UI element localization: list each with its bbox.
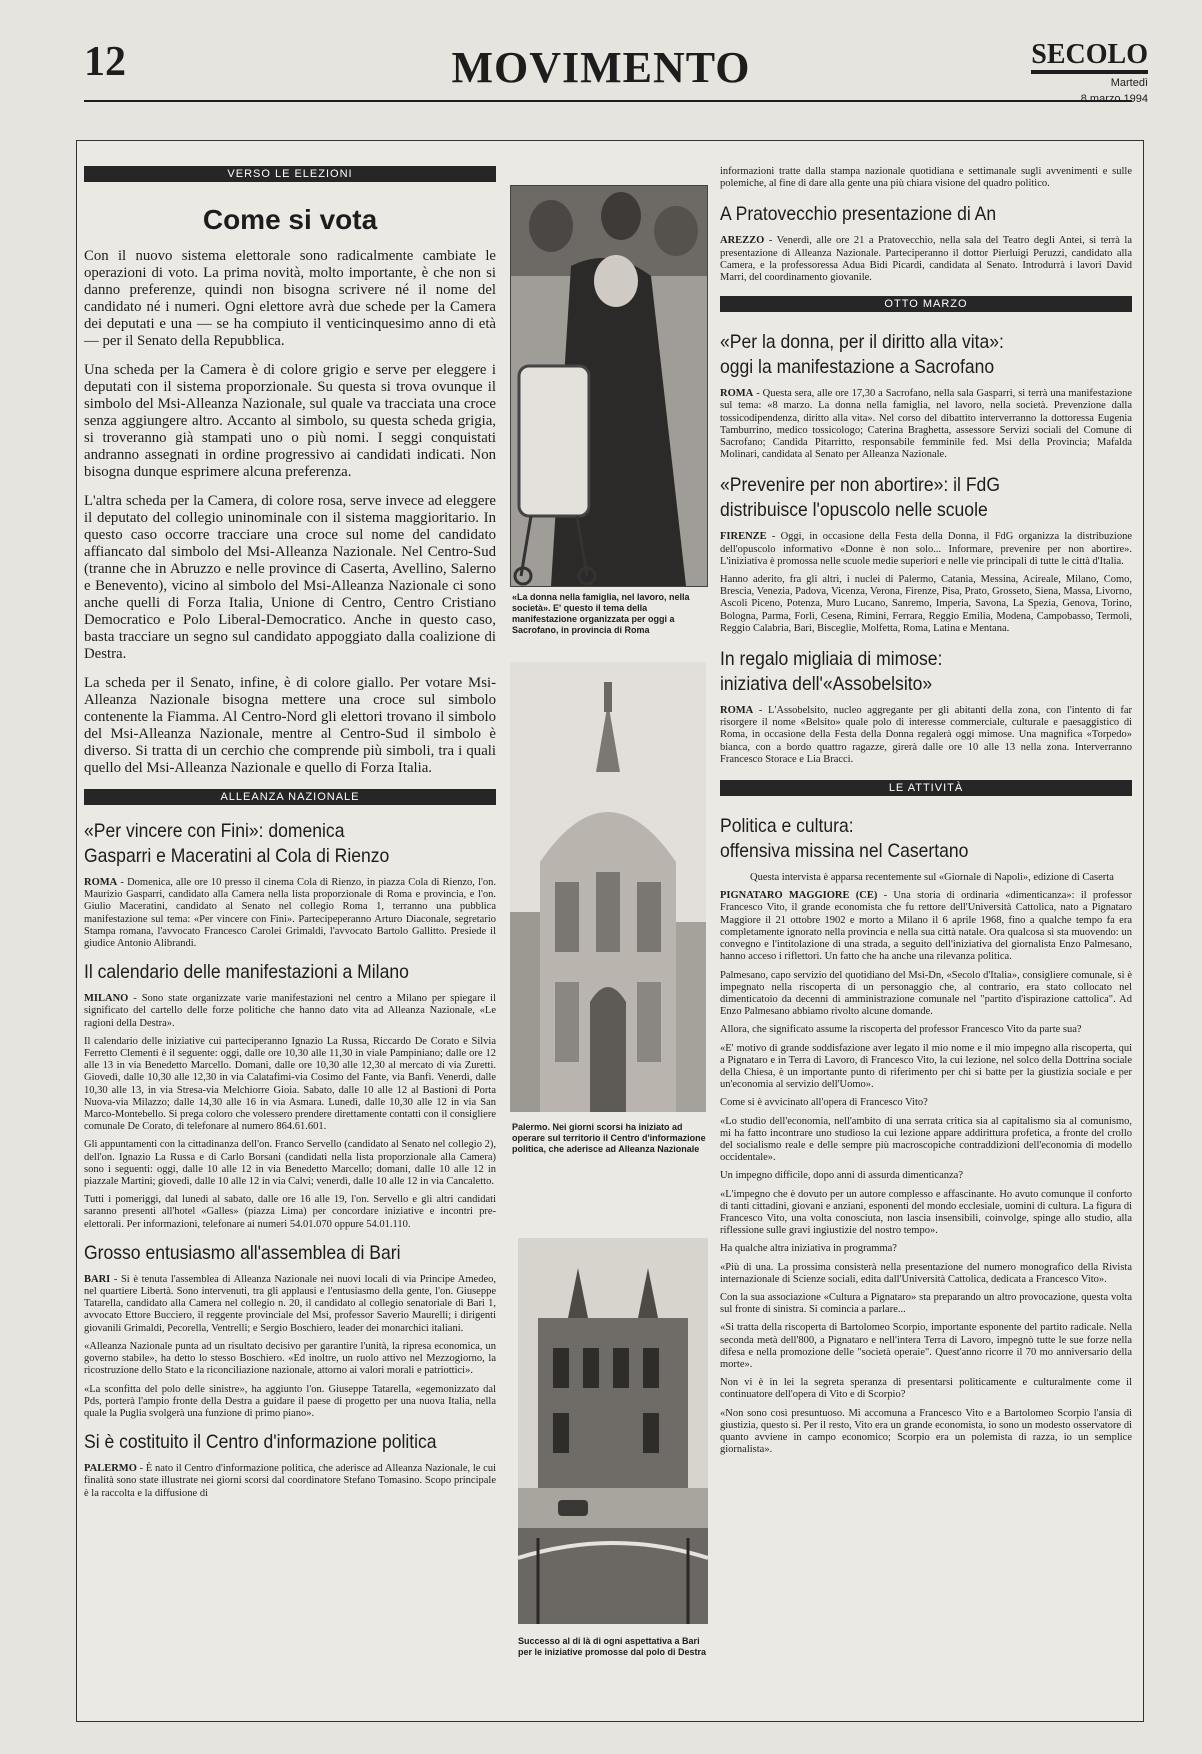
- headline-pratovecchio: A Pratovecchio presentazione di An: [720, 203, 997, 226]
- dateline: ROMA: [720, 705, 754, 717]
- headline-line: offensiva missina nel Casertano: [720, 840, 969, 863]
- interview-question: Con la sua associazione «Cultura a Pignataro» sta preparando un altro provocazione, questa volta sul fronte di sinistra. Si comincia a parlare...: [720, 1291, 1132, 1316]
- issue-date: 8 marzo 1994: [1080, 93, 1148, 105]
- headline-line: oggi la manifestazione a Sacrofano: [720, 356, 995, 379]
- kicker-verso-le-elezioni: VERSO LE ELEZIONI: [84, 166, 496, 182]
- paragraph: La scheda per il Senato, infine, è di colore giallo. Per votare Msi-Alleanza Nazionale bisogna mettere una croce sul simbolo contenente la Fiamma. Al Centro-Nord gli elettori trovano il simbolo del Msi-Alleanza Nazionale, mentre al Centro-Sud il simbolo è diverso. Si tratta di un cerchio che comprende più simboli, tra i quali quello del Msi-Alleanza Nazionale e quello di Forza Italia.: [84, 675, 496, 776]
- article-pratovecchio: [720, 235, 1132, 284]
- article-text: - Si è tenuta l'assemblea di Alleanza Nazionale nei nuovi locali di via Principe Amedeo, nel quartiere Libertà. Sono intervenuti, tra gli applausi e l'entusiasmo della gente, l'on. Giuseppe Tatarella, candidato alla Camera nel collegio n. 20, il candidato al collegio senatoriale di Bari 1, avvocato Ettore Bucciero, il reggente provinciale del Msi, professor Saverio Maurelli; i dirigenti giovanili Grimaldi, Pecorella, Ventrelli; e Sergio Boschiero, leader dei monarchici italiani.: [84, 1273, 496, 1334]
- article-come-si-vota: [84, 248, 496, 777]
- headline-line: In regalo migliaia di mimose:: [720, 648, 943, 671]
- kicker-alleanza-nazionale: ALLEANZA NAZIONALE: [84, 789, 496, 805]
- masthead-rule: [84, 100, 1132, 102]
- headline-bari: Grosso entusiasmo all'assemblea di Bari: [84, 1241, 401, 1264]
- photo-cathedral-image: [510, 662, 706, 1112]
- photo-bari: [518, 1238, 708, 1624]
- dateline: PALERMO: [84, 1463, 137, 1475]
- right-column: [720, 150, 1132, 1462]
- article-bari-p3: «La sconfitta del polo delle sinistre», ha aggiunto l'on. Giuseppe Tatarella, «egemonizzato dal Pds, porterà l'ampio fronte della Destra a guidare il paese di progetto per una nuova Italia, nella quale la Puglia svolgerà una funzione di primo piano».: [84, 1383, 496, 1419]
- article-text: - Venerdì, alle ore 21 a Pratovecchio, nella sala del Teatro degli Antei, si terrà la presentazione di Alleanza Nazionale. Parteciperanno il dottor Pierluigi Peruzzi, candidato alla Camera, e la professoressa Adua Bidi Picardi, candidata al Senato. Introdurrà i lavori David Marri, del coordinamento giovanile.: [720, 235, 1132, 284]
- kicker-otto-marzo: OTTO MARZO: [720, 296, 1132, 312]
- interview-question: Come si è avvicinato all'opera di Francesco Vito?: [720, 1097, 928, 1109]
- headline-fini: [84, 819, 496, 869]
- headline-cultura: [720, 814, 1132, 864]
- caption-palermo: Palermo. Nei giorni scorsi ha iniziato ad operare sul territorio il Centro d'informazione politica, che aderisce ad Alleanza Nazionale: [512, 1122, 706, 1154]
- article-bari-p2: «Alleanza Nazionale punta ad un risultato decisivo per garantire l'unità, la ripresa economica, un governo stabile», ha detto lo stesso Boschiero. «Ed inoltre, un ruolo attivo nel Mezzogiorno, la ricostruzione dello Stato e la riconciliazione nazionale, attorno ai valori morali e patriottici».: [84, 1340, 496, 1377]
- headline-milano: Il calendario delle manifestazioni a Milano: [84, 961, 409, 984]
- article-cultura-p2: Palmesano, capo servizio del quotidiano del Msi-Dn, «Secolo d'Italia», consigliere comunale, si è impegnato nella riscoperta di un personaggio che, al contrario, era stato collocato nel dimenticatoio da decenni di amministrazione comunale nel "partito d'ispirazione cattolica". Ad Enzo Palmesano abbiamo rivolto alcune domande.: [720, 969, 1132, 1018]
- kicker-le-attivita: LE ATTIVITÀ: [720, 780, 1132, 796]
- dateline: ROMA: [84, 877, 118, 888]
- headline-line: distribuisce l'opuscolo nelle scuole: [720, 499, 988, 522]
- dateline: MILANO: [84, 993, 129, 1005]
- interview-question: Un impegno difficile, dopo anni di assurda dimenticanza?: [720, 1170, 963, 1182]
- page-number: 12: [84, 39, 126, 85]
- left-column: [84, 150, 496, 1506]
- photo-bari-building-image: [518, 1238, 708, 1624]
- article-text: - Una storia di ordinaria «dimenticanza»: il professor Francesco Vito, il grande economista che fu rettore dell'Università Cattolica, nato a Pignataro Maggiore il 21 ottobre 1902 e morto a Milano il 6 aprile 1968, fino a qualche tempo fa era completamente ignorato nella provincia e nella sua città natale. Ora qualcosa si sta muovendo: un convegno e l'intitolazione di una strada, a seguito dell'iniziativa del giornalista Enzo Palmesano, hanno acceso i riflettori. Un fatto che ha anche una rilevanza politica.: [720, 890, 1133, 963]
- article-mimose: [720, 705, 1132, 766]
- headline-line: iniziativa dell'«Assobelsito»: [720, 673, 933, 696]
- article-donna: [720, 388, 1132, 461]
- interview-answer: «Più di una. La prossima consisterà nella presentazione del numero monografico della Rivista internazionale di Scienze sociali, edita dall'Università Cattolica, dedicata a Francesco Vito».: [720, 1261, 1132, 1285]
- article-text: - Domenica, alle ore 10 presso il cinema Cola di Rienzo, in piazza Cola di Rienzo, l'on. Maurizio Gasparri, candidato alla Camera nella lista proporzionale di Roma e provincia, e l'on. Giulio Maceratini, candidato al Senato nel collegio Roma 1, terranno una pubblica manifestazione sul tema: «Per vincere con Fini». Partecipeperanno Arturo Diaconale, segretario Stampa romana, l'avvocato Francesco Carolei Grimaldi, l'avvocato Bartolo Gallitto. Presiede il giudice Antonio Alibrandi.: [84, 877, 496, 950]
- article-milano-p2: Il calendario delle iniziative cui parteciperanno Ignazio La Russa, Riccardo De Corato e Silvia Ferretto Clementi è il seguente: oggi, dalle ore 10,30 alle 11,30 in viale Pampiniano; dalle ore 12 alle 13 in via Benedetto Marcello. Domani, dalle ore 10,30 alle 12,30 al mercato di via Zuretti. Giovedì, dalle 10,30 alle 12,30 in via Calatafimi-via Cosimo del Fante, via Banfi. Venerdì, dalle 10,30 alle 13, in via Stresa-via Melchiorre Gioia. Sabato, dalle 10 alle 12 al Bastioni di Porta Nuova-via Milazzo; dalle 14,30 alle 16 in via Asmara. Lunedì, dalle 10,30 alle 12 in via San Marco-Montebello. Si prega coloro che volessero prendere direttamente contatti con il consigliere comunale De Corato, di telefonare al numero 864.61.601.: [84, 1035, 496, 1133]
- headline-line: «Per vincere con Fini»: domenica: [84, 820, 345, 842]
- article-cultura: [720, 890, 1132, 963]
- caption-sacrofano: «La donna nella famiglia, nel lavoro, nella società». E' questo il tema della manifestazione organizzata per oggi a Sacrofano, in provincia di Roma: [512, 592, 690, 635]
- article-milano-p3: Gli appuntamenti con la cittadinanza dell'on. Franco Servello (candidato al Senato nel collegio 2), dell'on. Ignazio La Russa e di Carlo Borsani (candidati nella lista proporzionale alla Camera) sono i seguenti: oggi, dalle 10 alle 12 in via Benedetto Marcello; domani, dalle 10 alle 12 in piazzale Martini; giovedì, dalle 10 alle 12 in via Calvi; venerdì, dalle 10 alle 12 in via Cancaletto.: [84, 1139, 496, 1188]
- photo-sacrofano: [510, 185, 708, 587]
- article-fini: [84, 877, 496, 950]
- interview-answer: «Lo studio dell'economia, nell'ambito di una serrata critica sia al capitalismo sia al comunismo, mi ha fatto incontrare uno studioso la cui lezione appare addirittura profetica, a fronte del crollo del socialismo reale e delle sempre più macroscopiche contraddizioni dell'economia di modello occidentale».: [720, 1115, 1132, 1164]
- section-title: MOVIMENTO: [451, 43, 751, 92]
- headline-line: «Prevenire per non abortire»: il FdG: [720, 474, 1000, 497]
- interview-answer: «L'impegno che è dovuto per un autore complesso e affascinante. Ho avuto comunque il conforto di tanti cittadini, giovani e anziani, esponenti del mondo ecclesiale, uomini di cultura. La figura di Francesco Vito, una volta conosciuta, non lascia insensibili, coinvolge, spinge allo studio, alla riflessione sulle gravi ingiustizie del nostro tempo».: [720, 1188, 1133, 1237]
- dateline: BARI: [84, 1273, 111, 1285]
- interview-answer: «E' motivo di grande soddisfazione aver legato il mio nome e il mio impegno alla riscoperta, qui a Pignataro e in Terra di Lavoro, di Francesco Vito, la cui lezione, nel solco della Dottrina sociale della Chiesa, è un importante punto di riferimento per chi si batte per la giustizia sociale e per un'economia al servizio dell'Uomo».: [720, 1042, 1132, 1091]
- dateline: ROMA: [720, 388, 754, 400]
- interview-answer: «Si tratta della riscoperta di Bartolomeo Scorpio, importante esponente del partito radicale. Nella seconda metà dell'800, a Pignataro e nell'intera Terra di Lavoro, impegnò tutte le sue forze nella difesa e nella promozione delle "società operaie". Quest'anno ricorre il 70 mo anniversario della morte».: [720, 1322, 1132, 1370]
- headline-line: «Per la donna, per il diritto alla vita»:: [720, 331, 1004, 354]
- headline-fdg: [720, 473, 1132, 523]
- article-text: - L'Assobelsito, nucleo aggregante per gli abitanti della zona, con l'intento di far risorgere il nome «Belsito» quale polo di interesse commerciale, culturale e paesaggistico di Roma, in occasione della Festa della Donna regalerà oggi mimose. Una magnifica «Torpedo» bianca, con a bordo quattro ragazze, girerà dalle ore 10 alle 13 nella zona. Interverranno Francesco Storace e Lia Bracci.: [720, 705, 1132, 765]
- headline-line: Gasparri e Maceratini al Cola di Rienzo: [84, 845, 390, 867]
- interview-question: Ha qualche altra iniziativa in programma?: [720, 1243, 897, 1255]
- headline-mimose: [720, 647, 1132, 697]
- headline-donna: [720, 330, 1132, 380]
- photo-palermo: [510, 662, 706, 1112]
- paragraph: Una scheda per la Camera è di colore grigio e serve per eleggere i deputati con il sistema proporzionale. Su questa si trova ovunque il simbolo del Msi-Alleanza Nazionale, sul quale va tracciata una croce senza aggiungere altro. Accanto al simbolo, su questa scheda grigia, si troveranno già stampati uno o più nomi. I seggi conquistati andranno assegnati in ordine progressivo ai candidati indicati. Non bisogna dunque esprimere alcuna preferenza.: [84, 362, 496, 480]
- article-fdg-p2: Hanno aderito, fra gli altri, i nuclei di Palermo, Catania, Messina, Acireale, Milano, Como, Brescia, Venezia, Padova, Vicenza, Verona, Firenze, Pisa, Prato, Grosseto, Siena, Massa, Livorno, Ascoli Piceno, Potenza, Muro Lucano, Sanremo, Imperia, Savona, La Spezia, Genova, Torino, Bologna, Parma, Forlì, Cesena, Rimini, Ferrara, Reggio Emilia, Modena, Campobasso, Termoli, Reggio Calabria, Bari, Bisceglie, Molfetta, Roma, Latina e Mentana.: [720, 574, 1132, 634]
- dateline: FIRENZE: [720, 531, 767, 543]
- headline-line: Politica e cultura:: [720, 815, 854, 838]
- article-palermo-continued: informazioni tratte dalla stampa nazionale quotidiana e settimanale sugli avvenimenti e sulle polemiche, al fine di dare alla gente una più chiara visione del quadro politico.: [720, 166, 1132, 190]
- article-milano: [84, 993, 496, 1030]
- paragraph: L'altra scheda per la Camera, di colore rosa, serve invece ad eleggere il deputato del collegio uninominale con il sistema maggioritario. In questo caso occorre tracciare una croce sul nome del candidato affiancato dal simbolo del Msi-Alleanza Nazionale. Nel Centro-Sud (tranne che in Abruzzo e nelle province di Caserta, Avellino, Salerno e Benevento), vicino al simbolo del Msi-Alleanza Nazionale ci sono anche quelli di Forza Italia, Unione di Centro, Centro Cristiano Democratico e Polo Liberal-Democratico. Anche in questo caso, basta tracciare un segno sul candidato appoggiato dalla coalizione di Destra.: [84, 493, 496, 662]
- interview-question: Non vi è in lei la segreta speranza di presentarsi politicamente e culturalmente come il continuatore dell'opera di Vito e di Scorpio?: [720, 1377, 1132, 1401]
- article-palermo: [84, 1463, 496, 1500]
- article-milano-p4: Tutti i pomeriggi, dal lunedì al sabato, dalle ore 16 alle 19, l'on. Servello e gli altri candidati saranno presenti all'hotel «Galles» (piazza Lima) per concordare iniziative e incontri pre-elettorali. Per informazioni, telefonare ai numeri 54.01.070 oppure 54.01.110.: [84, 1194, 496, 1230]
- dateline: PIGNATARO MAGGIORE (CE): [720, 890, 878, 902]
- article-text: - Questa sera, alle ore 17,30 a Sacrofano, nella sala Gasparri, si terrà una manifestazione sul tema: «8 marzo. La donna nella famiglia, nel lavoro, nella società. Prevenzione dalla tossicodipendenza, diritto alla vita». Nel corso del dibattito interverranno la dottoressa Eugenia Tamburrino, medico tossicologo; Caterina Braghetta, assessore Servizi sociali del Comune di Sacrofano; Candida Pitarritto, responsabile femminile fed. Msi della Provincia; Mafalda Molinari, candidata al Senato per Alleanza Nazionale.: [720, 388, 1132, 461]
- masthead: [0, 0, 1202, 110]
- article-text: - Sono state organizzate varie manifestazioni nel centro a Milano per spiegare il significato del cartello delle forze politiche che hanno dato vita ad Alleanza Nazionale, «Le ragioni della Destra».: [84, 993, 496, 1029]
- article-bari: [84, 1274, 496, 1335]
- dateline: AREZZO: [720, 235, 765, 247]
- headline-come-si-vota: Come si vota: [202, 204, 378, 235]
- article-text: - È nato il Centro d'informazione politica, che aderisce ad Alleanza Nazionale, le cui finalità sono state illustrate nei giorni scorsi dal coordinatore Stefano Tomasino. Scopo principale è la raccolta e la diffusione di: [84, 1463, 496, 1499]
- headline-palermo: Si è costituito il Centro d'informazione politica: [84, 1431, 437, 1454]
- photo-crowd-image: [511, 186, 707, 586]
- article-text: - Oggi, in occasione della Festa della Donna, il FdG organizza la distribuzione dell'opuscolo informativo «Donne è non solo... Informare, prevenire per non abortire». L'iniziativa è promossa nelle scuole medie superiori e nelle vie principali di tutte le città d'Italia.: [720, 531, 1132, 567]
- issue-day: Martedì: [1110, 77, 1148, 89]
- paragraph: Con il nuovo sistema elettorale sono radicalmente cambiate le operazioni di voto. La prima novità, molto importante, è che non si danno preferenze, quindi non bisogna scrivere né il nome del candidato né i numeri. Ogni elettore avrà due schede per la Camera dei deputati e una — se ha compiuto il venticinquesimo anno di età — per il Senato della Repubblica.: [84, 248, 496, 349]
- brand-name: SECOLO: [1031, 40, 1148, 74]
- article-fdg: [720, 531, 1132, 568]
- article-cultura-intro: Questa intervista è apparsa recentemente sul «Giornale di Napoli», edizione di Caserta: [750, 872, 1114, 884]
- caption-bari: Successo al di là di ogni aspettativa a Bari per le iniziative promosse dal polo di Destra: [518, 1636, 707, 1657]
- newspaper-logo: [1018, 40, 1148, 106]
- interview-answer: «Non sono così presuntuoso. Mi accomuna a Francesco Vito e a Bartolomeo Scorpio l'ansia di giustizia, questo sì. Per il resto, Vito era un grande economista, io sono un modesto osservatore di quanto avviene in campo economico; Scorpio era un polemista di razza, io un semplice giornalista».: [720, 1407, 1132, 1456]
- interview-question: Allora, che significato assume la riscoperta del professor Francesco Vito da parte sua?: [720, 1024, 1082, 1036]
